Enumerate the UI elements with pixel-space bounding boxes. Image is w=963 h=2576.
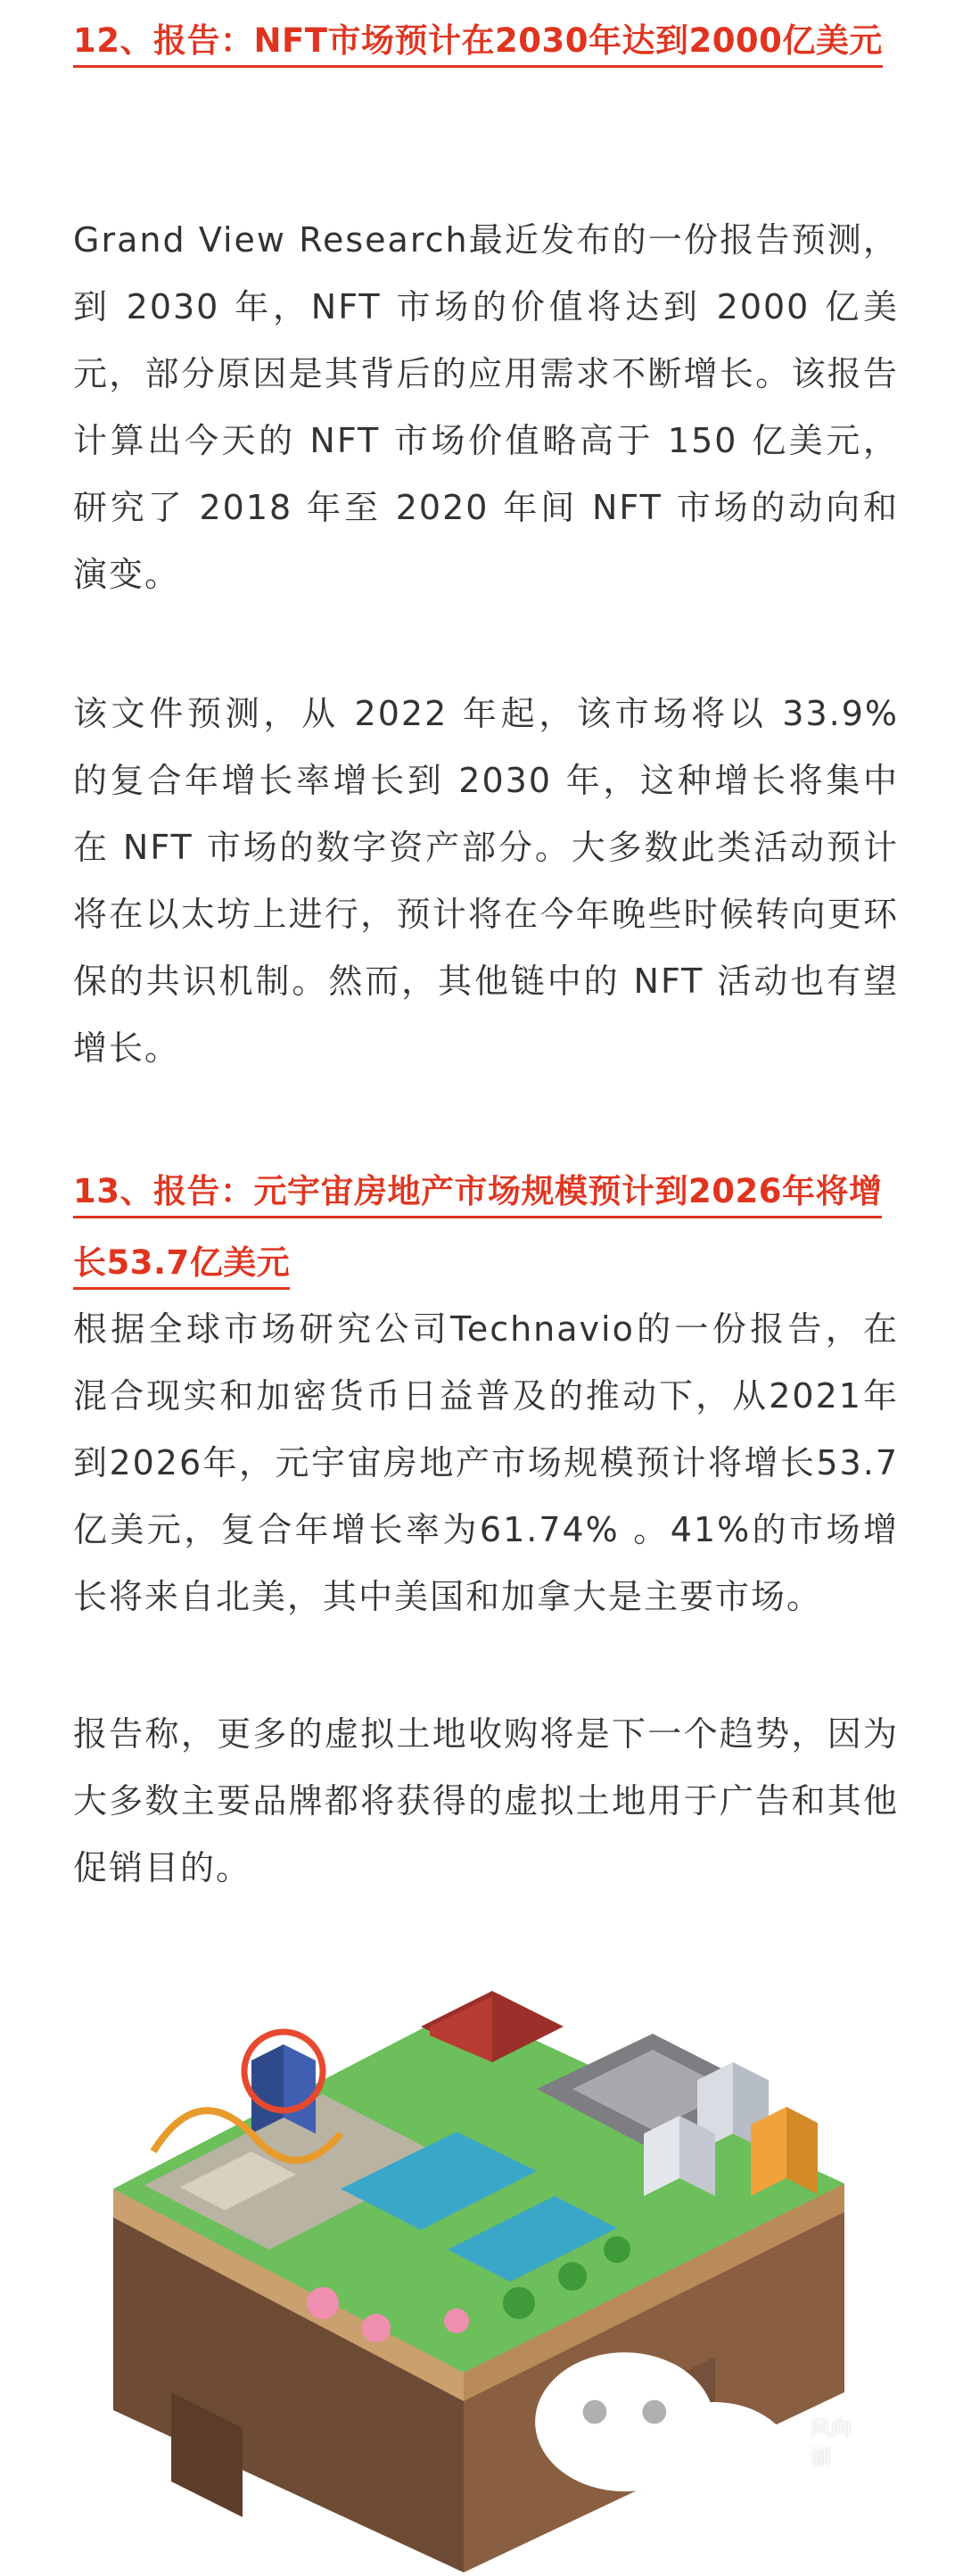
section-12-heading [73, 5, 902, 77]
section-13-title: 13、报告：元宇宙房地产市场规模预计到2026年将增长53.7亿美元 [73, 1172, 882, 1290]
section-13-paragraph-2: 报告称，更多的虚拟土地收购将是下一个趋势，因为大多数主要品牌都将获得的虚拟土地用于广告和其他促销目的。 [73, 1714, 899, 1887]
watermark-text: 风向湖 [810, 2416, 852, 2470]
wechat-icon [525, 2332, 803, 2551]
section-13-heading [73, 1156, 902, 1299]
section-12-paragraph-2: 该文件预测，从 2022 年起，该市场将以 33.9% 的复合年增长率增长到 2030 年，这种增长将集中在 NFT 市场的数字资产部分。大多数此类活动预计将在以太坊上进行，预计将在今年晚些时候转向更环保的共识机制。然而，其他链中的 NFT 活动也有望增长。 [73, 694, 899, 1068]
section-12-paragraph-1: Grand View Research最近发布的一份报告预测，到 2030 年，NFT 市场的价值将达到 2000 亿美元，部分原因是其背后的应用需求不断增长。该报告计算出今天的 NFT 市场价值略高于 150 亿美元，研究了 2018 年至 2020 年间 NFT 市场的动向和演变。 [73, 220, 899, 594]
watermark [525, 2332, 861, 2551]
section-12-title: 12、报告：NFT市场预计在2030年达到2000亿美元 [73, 21, 883, 68]
section-13-paragraph-1: 根据全球市场研究公司Technavio的一份报告，在混合现实和加密货币日益普及的推动下，从2021年到2026年，元宇宙房地产市场规模预计将增长53.7亿美元，复合年增长率为61.74% 。41%的市场增长将来自北美，其中美国和加拿大是主要市场。 [73, 1309, 899, 1616]
metaverse-land-image [73, 1928, 893, 2576]
